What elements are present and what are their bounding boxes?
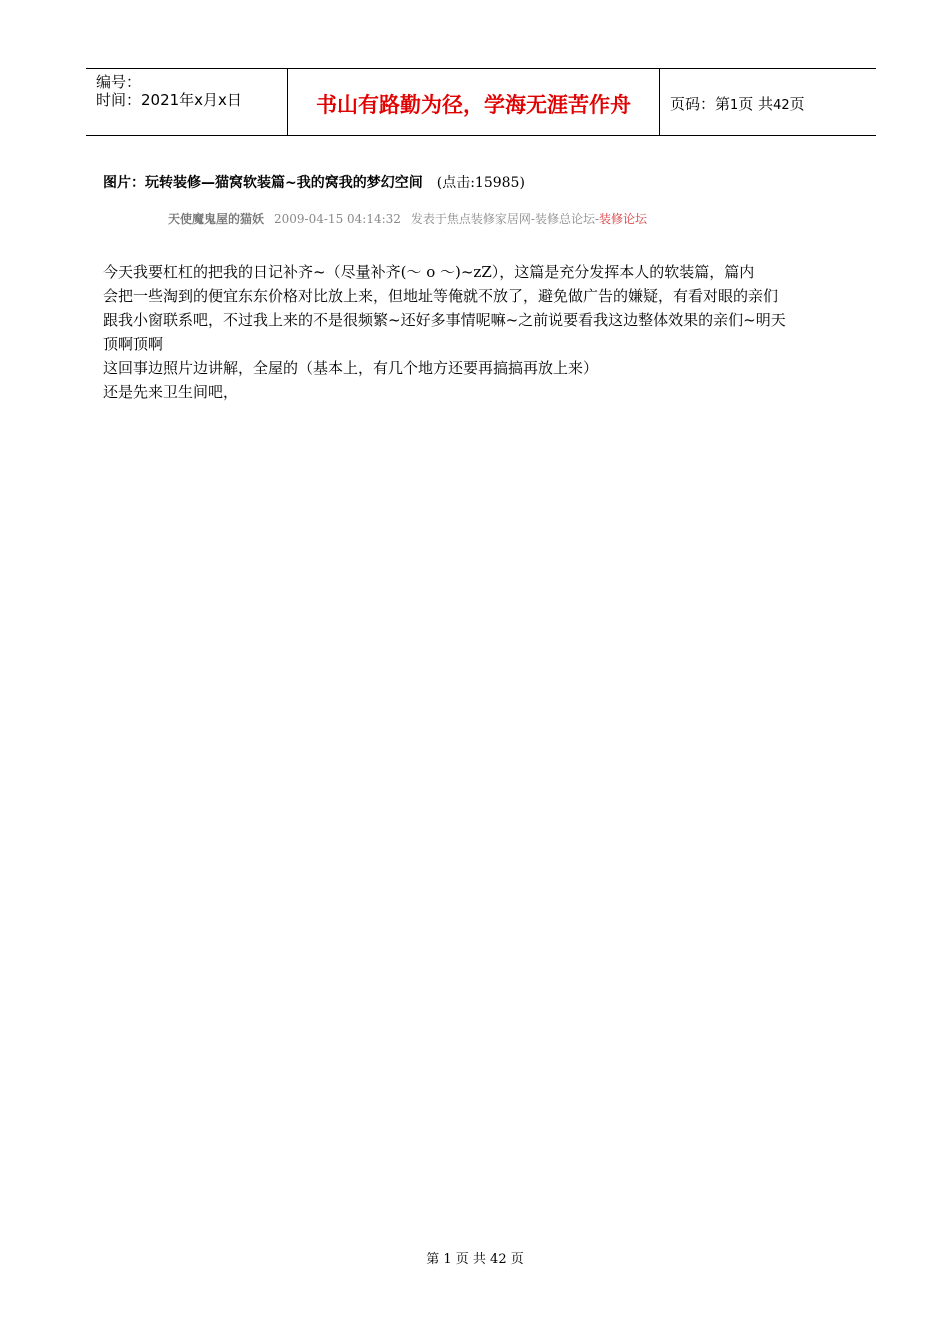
article-title-line (103, 172, 525, 192)
page-prefix: 页码：第 (670, 95, 731, 113)
article-body (103, 260, 863, 404)
paragraph-line: 还是先来卫生间吧， (103, 383, 239, 401)
page-total: 42 (773, 98, 790, 113)
paragraph-line: 跟我小窗联系吧，不过我上来的不是很频繁~还好多事情呢嘛~之前说要看我这边整体效果的亲们~明天 (103, 311, 786, 329)
page-indicator (670, 93, 805, 114)
page-suffix: 页 (789, 95, 805, 113)
page-mid: 页 共 (738, 95, 774, 113)
header-right-cell (660, 69, 876, 135)
document-header (86, 68, 876, 136)
click-count: (点击:15985) (436, 175, 525, 191)
header-middle-cell (287, 69, 660, 135)
paragraph-line: 会把一些淘到的便宜东东价格对比放上来，但地址等俺就不放了，避免做广告的嫌疑，有看对眼的亲们 (103, 287, 779, 305)
post-datetime: 2009-04-15 04:14:32 (274, 212, 401, 226)
paragraph-line: 这回事边照片边讲解，全屋的（基本上，有几个地方还要再搞搞再放上来） (103, 359, 599, 377)
article-title: 图片：玩转装修—猫窝软装篇~我的窝我的梦幻空间 (103, 175, 423, 191)
header-left-cell (86, 69, 287, 135)
serial-label: 编号： (96, 73, 142, 91)
time-label: 时间：2021年x月x日 (96, 91, 242, 109)
paragraph-line: 顶啊顶啊 (103, 335, 164, 353)
article-meta (168, 210, 647, 227)
paragraph-line: 今天我要杠杠的把我的日记补齐~（尽量补齐(～ o ～)~zZ），这篇是充分发挥本人的软装篇，篇内 (103, 263, 755, 281)
page-footer: 第 1 页 共 42 页 (426, 1252, 524, 1267)
author-name[interactable]: 天使魔鬼屋的猫妖 (168, 212, 265, 226)
motto: 书山有路勤为径，学海无涯苦作舟 (316, 93, 631, 117)
post-source: 发表于焦点装修家居网-装修总论坛- (410, 212, 600, 226)
forum-link[interactable]: 装修论坛 (599, 212, 648, 226)
page-number: 1 (730, 98, 739, 113)
